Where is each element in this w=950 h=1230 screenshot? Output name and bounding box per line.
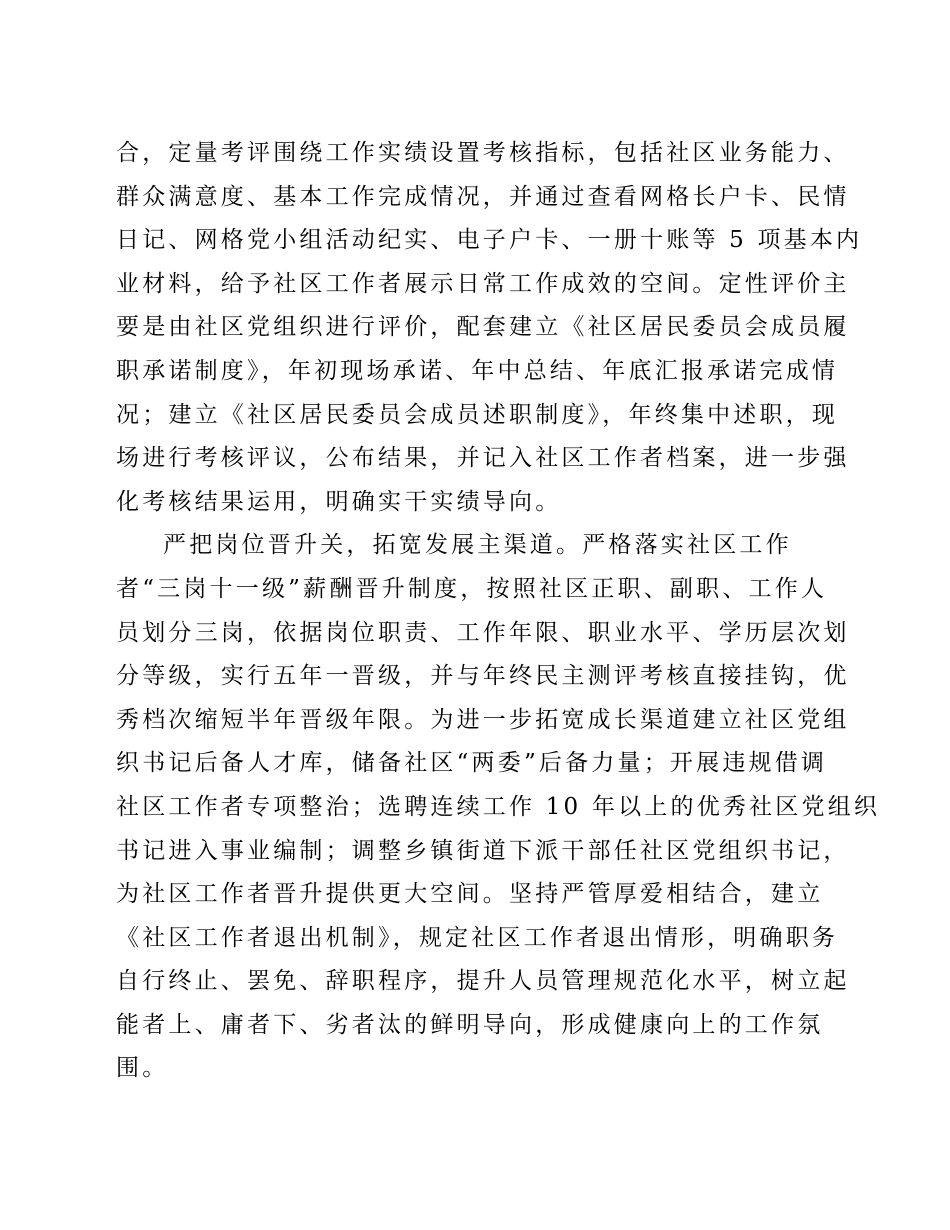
text-line: 要是由社区党组织进行评价，配套建立《社区居民委员会成员履 [116,314,850,341]
text-line: 合，定量考评围绕工作实绩设置考核指标，包括社区业务能力、 [116,140,850,166]
document-body [116,132,881,1091]
text-line: 社区工作者专项整治；选聘连续工作 10 年以上的优秀社区党组织 [116,793,881,820]
text-line: 况；建立《社区居民委员会成员述职制度》，年终集中述职，现 [116,401,839,428]
text-line: 围。 [116,1055,169,1082]
text-line: 书记进入事业编制；调整乡镇街道下派干部任社区党组织书记， [116,837,850,864]
text-line: 业材料，给予社区工作者展示日常工作成效的空间。定性评价主 [116,270,850,297]
text-line: 织书记后备人才库，储备社区“两委”后备力量；开展违规借调 [116,750,828,777]
text-line: 化考核结果运用，明确实干实绩导向。 [116,488,562,515]
text-line: 日记、网格党小组活动纪实、电子户卡、一册十账等 5 项基本内 [116,227,863,254]
paragraph-promotion [116,524,881,1091]
text-line: 《社区工作者退出机制》，规定社区工作者退出情形，明确职务 [116,924,839,951]
paragraph-lead-line: 严把岗位晋升关，拓宽发展主渠道。严格落实社区工作 [163,532,792,559]
paragraph-assessment [116,132,863,524]
text-line: 者“三岗十一级”薪酬晋升制度，按照社区正职、副职、工作人 [116,575,828,602]
text-line: 分等级，实行五年一晋级，并与年终民主测评考核直接挂钩，优 [116,663,850,690]
text-line: 为社区工作者晋升提供更大空间。坚持严管厚爱相结合，建立 [116,881,824,908]
text-line: 群众满意度、基本工作完成情况，并通过查看网格长户卡、民情 [116,183,850,210]
text-line: 场进行考核评议，公布结果，并记入社区工作者档案，进一步强 [116,445,850,472]
text-line: 员划分三岗，依据岗位职责、工作年限、职业水平、学历层次划 [116,619,850,646]
text-line: 秀档次缩短半年晋级年限。为进一步拓宽成长渠道建立社区党组 [116,706,850,733]
text-line: 能者上、庸者下、劣者汰的鲜明导向，形成健康向上的工作氛 [116,1011,824,1038]
text-line: 自行终止、罢免、辞职程序，提升人员管理规范化水平，树立起 [116,968,850,995]
text-line: 职承诺制度》，年初现场承诺、年中总结、年底汇报承诺完成情 [116,357,839,384]
